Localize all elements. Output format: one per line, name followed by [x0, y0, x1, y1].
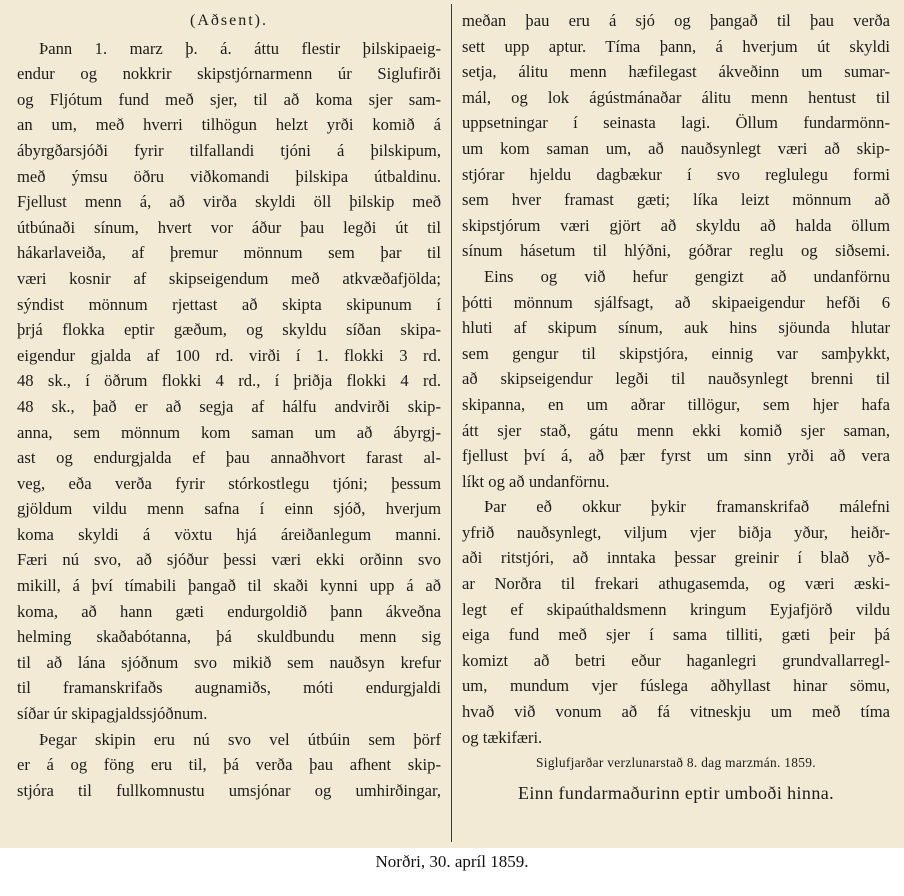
text-line: með ýmsu öðru viðkomandi þilskipa útbaldinu.: [17, 166, 441, 186]
text-line: útbúnaði sínum, hvert vor áður þau legði út til: [17, 217, 441, 237]
text-line: Þann 1. marz þ. á. áttu flestir þilskipaeig-: [39, 38, 441, 58]
place-date-signoff: Siglufjarðar verzlunarstað 8. dag marzmán. 1859.: [536, 755, 816, 771]
text-line: Eins og við hefur gengizt að undanförnu: [484, 266, 890, 286]
right-column: [462, 8, 890, 806]
text-line: hluti af skipum sínum, auk hins sjöunda hlutar: [462, 318, 890, 338]
text-line: ast og endurgjalda ef þau annaðhvort farast al-: [17, 448, 441, 468]
text-line: Færi nú svo, að sjóður þessi væri ekki orðinn svo: [17, 550, 441, 570]
text-line: og Fljótum fund með sjer, til að koma sjer sam-: [17, 89, 441, 109]
text-line: eiga fund með sjer í sama tilliti, gæti þeir þá: [462, 625, 890, 645]
source-caption: Norðri, 30. apríl 1859.: [375, 852, 529, 871]
text-line: helming skaðabótanna, þá skuldbundu menn sig: [17, 627, 441, 647]
text-line: um, mundum vjer fúslega aðhyllast hinar sömu,: [462, 676, 890, 696]
text-line: er á og föng eru til, þá verða þau afhent skip-: [17, 755, 441, 775]
text-line: koma skyldi á vöxtu hjá áreiðanlegum manni.: [17, 524, 441, 544]
paragraph-2: [17, 727, 441, 804]
left-column: [17, 8, 441, 803]
text-line: væri kosnir af skipseigendum með atkvæðafjölda;: [17, 268, 441, 288]
text-line: anna, sem mönnum kom saman um að ábyrgj-: [17, 422, 441, 442]
article-heading: (Aðsent).: [190, 12, 268, 29]
text-line: mikill, á því tímabili þangað til skaði kynni upp á að: [17, 576, 441, 596]
text-line: meðan þau eru á sjó og þangað til þau verða: [462, 11, 890, 30]
text-line: skipanna, en um aðrar tillögur, sem hjer hafa: [462, 394, 890, 414]
text-line: ábyrgðarsjóði fyrir tilfallandi tjóni á þilskipum,: [17, 140, 441, 160]
text-line: þrjá flokka eptir gæðum, og skyldu síðan skipa-: [17, 320, 441, 340]
text-line: eigendur gjalda af 100 rd. virði í 1. flokki 3 rd.: [17, 345, 441, 365]
text-line: til að lána sjóðnum svo mikið sem nauðsyn krefur: [17, 652, 441, 672]
text-line: átt sjer stað, gátu menn ekki komið sjer saman,: [462, 420, 890, 440]
text-line: komizt að betri eður haganlegri grundvallarregl-: [462, 650, 890, 670]
text-line: skipstjórum væri gjört að skyldu að halda öllum: [462, 215, 890, 235]
paragraph-1: [17, 36, 441, 727]
text-line: mál, og lok ágústmánaðar álitu menn hentust til: [462, 87, 890, 107]
text-line: og tækifæri.: [462, 727, 543, 747]
text-line: an um, með hverri tilhögun helzt yrði komið á: [17, 115, 441, 135]
text-line: líkt og að undanförnu.: [462, 471, 610, 491]
column-divider: [451, 4, 452, 842]
signature-line: Einn fundarmaðurinn eptir umboði hinna.: [517, 782, 835, 803]
text-line: veg, eða verða fyrir stórkostlegu tjóni; þessum: [17, 473, 441, 493]
text-line: sem gengur til skipstjóra, einnig var samþykkt,: [462, 343, 890, 363]
text-line: sýndist mönnum rjettast að skipta skipunum í: [17, 294, 441, 314]
text-line: uppsetningar í seinasta lagi. Öllum fundarmönn-: [462, 113, 890, 133]
paragraph-2-continued: [462, 8, 890, 264]
text-line: sem hver framast gæti; líka leizt mönnum að: [462, 190, 890, 210]
text-line: aði ritstjóri, að inntaka þessar greinir í blað yð-: [462, 548, 890, 568]
text-line: gjöldum vildu menn safna í einn sjóð, hverjum: [17, 499, 441, 519]
text-line: sínum hásetum til hlýðni, góðrar reglu og siðsemi.: [462, 241, 890, 261]
text-line: legt ef skipaúthaldsmenn kringum Eyjafjörð vildu: [462, 599, 890, 619]
text-line: sett upp aptur. Tíma þann, á hverjum út skyldi: [462, 36, 890, 56]
text-line: Fjellust menn á, að virða skyldi öll þilskip með: [17, 192, 441, 212]
paragraph-3: [462, 264, 890, 494]
text-line: síðar úr skipagjaldssjóðnum.: [17, 704, 208, 724]
text-line: til framanskrifaðs augnamiðs, móti endurgjaldi: [17, 678, 441, 698]
text-line: ar Norðra til frekari athugasemda, og væri æski-: [462, 574, 890, 594]
text-line: stjórar hjeldu dagbækur í svo reglulegu formi: [462, 164, 890, 184]
text-line: stjóra til fullkomnustu umsjónar og umhirðingar,: [17, 780, 441, 800]
text-line: hvað við vonum að fá vitneskju um með tíma: [462, 702, 890, 722]
text-line: yfrið nauðsynlegt, viljum vjer biðja yður, heiðr-: [462, 522, 890, 542]
text-line: 48 sk., í öðrum flokki 4 rd., í þriðja flokki 4 rd.: [17, 371, 441, 391]
text-line: endur og nokkrir skipstjórnarmenn úr Siglufirði: [17, 64, 441, 84]
text-line: setja, álitu menn hæfilegast ákveðinn um sumar-: [462, 62, 890, 82]
text-line: hákarlaveiða, af þremur mönnum sem þar til: [17, 243, 441, 263]
text-line: 48 sk., það er að segja af hálfu andvirði skip-: [17, 396, 441, 416]
text-line: fjellust því á, að þær fyrst um sinn yrði að vera: [462, 446, 890, 466]
text-line: koma, að hann gæti endurgoldið þann ákveðna: [17, 601, 441, 621]
text-line: um kom saman um, að nauðsynlegt væri að skip-: [462, 138, 890, 158]
text-line: að skipseigendur legði til nauðsynlegt brenni til: [462, 369, 890, 389]
text-line: Þegar skipin eru nú svo vel útbúin sem þörf: [39, 729, 441, 749]
paragraph-4: [462, 494, 890, 750]
text-line: þótti mönnum sjálfsagt, að skipaeigendur hefði 6: [462, 292, 890, 312]
text-line: Þar eð okkur þykir framanskrifað málefni: [484, 497, 890, 517]
